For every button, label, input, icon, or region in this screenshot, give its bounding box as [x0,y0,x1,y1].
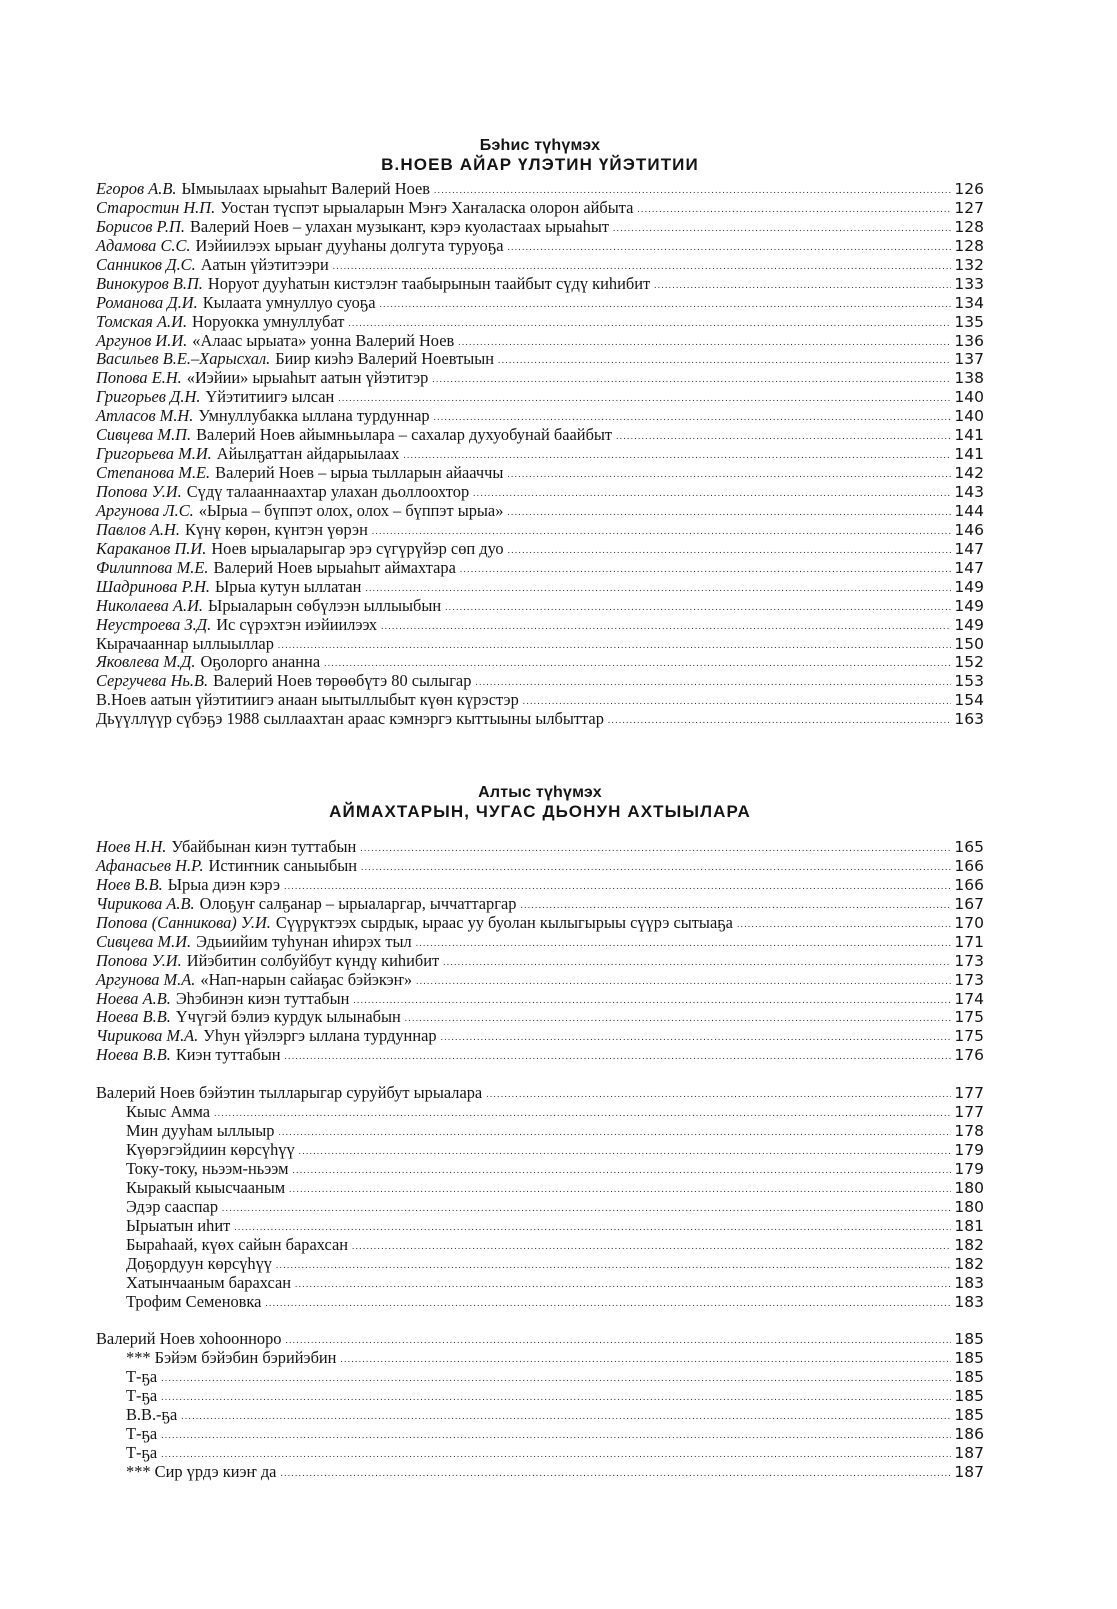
entry-title: Күнү көрөн, күнтэн үөрэн [184,519,368,539]
entry-page: 142 [954,464,984,483]
subentry-page: 179 [954,1141,984,1159]
toc-entry[interactable] [96,914,984,933]
toc-entry[interactable] [96,578,984,597]
dot-leader [416,934,951,953]
toc-entry[interactable] [96,483,984,502]
toc-subentry[interactable] [96,1425,984,1444]
dot-leader [360,839,951,858]
subentry-page: 181 [954,1216,984,1235]
entry-page: 134 [954,293,984,312]
entry-title: Уостан түспэт ырыаларын Мэҥэ Хаҥаласка олорон айбыта [220,197,634,217]
group-title: Валерий Ноев хоһооннoро [96,1329,282,1349]
toc-entry[interactable] [96,369,984,388]
entry-page: 138 [954,369,984,388]
subentry-page: 187 [954,1462,984,1481]
entry-author: Неустроева З.Д. [96,614,212,634]
toc-entry[interactable] [96,237,984,256]
entry-page: 154 [954,691,984,710]
dot-leader [637,200,951,219]
toc-subentry[interactable] [96,1255,984,1274]
toc-entry[interactable] [96,540,984,559]
subentry-title: Күөрэгэйдиин көрсүһүү [126,1140,295,1159]
subentry-page: 187 [954,1444,984,1462]
entry-title: Ырыа диэн кэрэ [167,874,281,894]
entry-page: 173 [954,970,984,989]
entry-page: 149 [954,615,984,634]
dot-leader [441,1028,951,1047]
dot-leader [299,1142,951,1161]
entry-title: Киэн туттабын [175,1045,281,1065]
entry-page: 176 [954,1046,984,1065]
spacer [96,1065,984,1084]
dot-leader [507,238,951,257]
toc-entry[interactable] [96,218,984,237]
subentry-page: 186 [954,1425,984,1444]
section-6-toc [96,838,984,1482]
entry-page: 144 [954,501,984,520]
toc-entry[interactable] [96,332,984,351]
toc-entry[interactable] [96,1046,984,1065]
dot-leader [285,1047,951,1066]
entry-page: 140 [954,407,984,426]
toc-entry[interactable] [96,256,984,275]
entry-page: 170 [954,913,984,932]
entry-author: Ноев Н.Н. [96,837,167,856]
dot-leader [214,1104,951,1123]
dot-leader [361,858,951,877]
subentry-page: 182 [954,1235,984,1254]
toc-subentry[interactable] [96,1274,984,1293]
entry-page: 146 [954,520,984,539]
toc-subentry[interactable] [96,1236,984,1255]
dot-leader [443,953,951,972]
entry-page: 126 [954,180,984,198]
toc-entry[interactable] [96,407,984,426]
entry-author: Атласов М.Н. [96,406,194,426]
toc-entry[interactable] [96,521,984,540]
dot-leader [352,1237,951,1256]
dot-leader [381,617,951,636]
group-page: 177 [954,1084,984,1103]
dot-leader [295,1275,951,1294]
subentry-title: Доҕордуун көрсүһүү [126,1253,273,1273]
subentry-page: 185 [954,1368,984,1387]
toc-subentry[interactable] [96,1160,984,1179]
dot-leader [333,257,951,276]
subentry-title: Ырыатын иһит [126,1215,231,1235]
entry-title: Үйэтитиигэ ылсан [205,387,335,407]
entry-title: «Иэйии» ырыаһыт аатын үйэтитэр [186,368,429,388]
toc-entry[interactable] [96,313,984,332]
toc-entry[interactable] [96,597,984,616]
entry-author: Ноева А.В. [96,988,171,1008]
entry-page: 175 [954,1008,984,1027]
dot-leader [613,219,951,238]
dot-leader [276,1256,951,1275]
subentry-page: 185 [954,1387,984,1406]
entry-author: Шадринова Р.Н. [96,576,210,596]
toc-entry[interactable] [96,426,984,445]
entry-title: Норуот дууһатын кистэлэҥ таабырынын таайбыт сүдү киһибит [207,273,651,293]
toc-subentry[interactable] [96,1293,984,1312]
entry-title: Иэйиилээх ырыаҥ дууһаны долгута туруоҕа [195,235,504,255]
toc-entry[interactable] [96,838,984,857]
entry-page: 140 [954,388,984,407]
toc-entry[interactable] [96,502,984,521]
section-5-subtitle: Бэһис түһүмэх [479,137,601,154]
toc-entry[interactable] [96,1027,984,1046]
toc-subentry[interactable] [96,1141,984,1160]
toc-group-songs[interactable] [96,1084,984,1103]
dot-leader [161,1369,951,1388]
entry-author: Караканов П.И. [96,538,207,558]
entry-author: Яковлева М.Д. [96,652,196,672]
entry-page: 165 [954,838,984,856]
subentry-title: Трофим Семеновка [126,1291,262,1311]
entry-title: «Нап-нарын сайаҕас бэйэкэҥ» [200,969,413,989]
subentry-title: Т-ҕа [126,1367,158,1387]
toc-entry[interactable] [96,990,984,1009]
dot-leader [737,915,951,934]
entry-title: «Ырыа – бүппэт олох, олох – бүппэт ырыа» [198,500,504,520]
subentry-title: Кыыс Амма [126,1102,211,1122]
dot-leader [434,181,951,200]
entry-title: В.Ноев аатын үйэтитиигэ анаан ыытыллыбыт күөн күрэстэр [96,690,519,710]
toc-entry[interactable] [96,294,984,313]
entry-title: Биир киэһэ Валерий Ноевтыын [275,349,495,369]
toc-subentry[interactable] [96,1406,984,1425]
entry-page: 132 [954,255,984,274]
entry-author: Сивцева М.И. [96,931,192,951]
dot-leader [365,579,951,598]
dot-leader [338,389,951,408]
entry-author: Попова У.И. [96,482,182,501]
entry-page: 137 [954,350,984,369]
toc-subentry[interactable] [96,1463,984,1482]
entry-author: Ноев В.В. [96,874,163,894]
subentry-page: 185 [954,1406,984,1425]
dot-leader [222,1199,951,1218]
subentry-page: 182 [954,1254,984,1273]
entry-page: 171 [954,932,984,951]
toc-entry[interactable] [96,933,984,952]
toc-entry[interactable] [96,635,984,654]
subentry-page: 183 [954,1292,984,1311]
dot-leader [416,972,951,991]
subentry-title: Т-ҕа [126,1386,158,1406]
toc-entry[interactable] [96,857,984,876]
entry-author: Аргунова М.А. [96,969,196,989]
dot-leader [498,351,951,370]
subentry-page: 177 [954,1103,984,1122]
entry-author: Васильев В.Е.–Харысхал. [96,349,271,369]
spacer [96,1311,984,1330]
entry-title: Норуокка умнуллубат [192,311,345,331]
entry-title: Олоҕуҥ салҕанар – ырыаларгар, ыччаттаргар [199,893,517,913]
entry-title: Валерий Ноев айымньылара – сахалар духуобунай баайбыт [196,425,613,445]
entry-page: 136 [954,331,984,350]
dot-leader [340,1350,951,1369]
entry-title: Ис сүрэхтэн иэйиилээх [216,614,378,634]
entry-title: Сүүрүктээх сырдык, ыраас уу буолан кылыгырыы сүүрэ сытыаҕа [275,912,733,932]
entry-page: 128 [954,236,984,255]
entry-page: 166 [954,875,984,894]
dot-leader [265,1294,951,1313]
toc-subentry[interactable] [96,1349,984,1368]
dot-leader [403,446,951,465]
dot-leader [458,333,951,352]
dot-leader [523,692,951,711]
toc-subentry[interactable] [96,1368,984,1387]
entry-page: 175 [954,1027,984,1046]
entry-author: Винокуров В.П. [96,273,203,293]
toc-entry[interactable] [96,691,984,710]
entry-author: Сивцева М.П. [96,425,192,445]
dot-leader [508,541,951,560]
dot-leader [348,314,951,333]
toc-subentry[interactable] [96,1179,984,1198]
dot-leader [285,1331,951,1350]
subentry-title: Хатынчааным барахсан [126,1272,292,1292]
entry-page: 141 [954,426,984,445]
subentry-title: Эдэр сааспар [126,1196,219,1216]
subentry-title: Т-ҕа [126,1443,158,1462]
entry-author: Томская А.И. [96,311,188,331]
entry-author: Григорьева М.И. [96,444,212,464]
dot-leader [278,636,951,655]
dot-leader [473,484,951,503]
entry-page: 150 [954,634,984,653]
dot-leader [161,1426,951,1445]
entry-title: Валерий Ноев – ырыа тылларын айааччы [215,463,504,483]
dot-leader [181,1407,951,1426]
entry-author: Попова У.И. [96,950,182,970]
entry-title: Умнуллубакка ыллана турдуннар [198,406,430,426]
dot-leader [324,654,951,673]
entry-title: Ымыылаах ырыаһыт Валерий Ноев [181,179,431,198]
toc-entry[interactable] [96,710,984,729]
entry-title: Үчүгэй бэлиэ курдук ылынабын [175,1007,401,1027]
entry-title: Ноев ырыаларыгар эрэ сүгүрүйэр сөп дуо [211,538,504,558]
entry-title: Дьүүллүүр сүбэҕэ 1988 сыллаахтан араас кэмнэргэ кыттыыны ылбыттар [96,709,604,729]
dot-leader [161,1388,951,1407]
toc-subentry[interactable] [96,1122,984,1141]
subentry-title: Быраһаай, күөх сайын барахсан [126,1234,348,1254]
dot-leader [280,1464,951,1483]
toc-entry[interactable] [96,180,984,199]
toc-entry[interactable] [96,971,984,990]
entry-page: 133 [954,274,984,293]
toc-entry[interactable] [96,952,984,971]
entry-title: Истиҥник саныыбын [208,855,358,875]
entry-title: Аатын үйэтитээри [200,254,329,274]
subentry-page: 185 [954,1349,984,1368]
subentry-title: *** Сир үрдэ киэҥ да [126,1461,277,1481]
dot-leader [161,1445,951,1464]
section-5-title: В.НОЕВ АЙАР ҮЛЭТИН ҮЙЭТИТИИ [381,155,699,174]
dot-leader [654,276,951,295]
entry-title: «Алаас ырыата» уонна Валерий Ноев [192,330,455,350]
toc-entry[interactable] [96,350,984,369]
entry-author: Чирикова М.А. [96,1026,199,1046]
entry-page: 147 [954,558,984,577]
subentry-page: 178 [954,1122,984,1141]
toc-entry[interactable] [96,1008,984,1027]
entry-author: Егоров А.В. [96,179,177,198]
dot-leader [520,896,951,915]
toc-subentry[interactable] [96,1217,984,1236]
dot-leader [608,711,951,730]
toc-subentry[interactable] [96,1444,984,1463]
subentry-page: 183 [954,1273,984,1292]
entry-author: Ноева В.В. [96,1045,171,1065]
toc-subentry[interactable] [96,1387,984,1406]
dot-leader [405,1009,951,1028]
entry-page: 141 [954,445,984,464]
subentry-title: Т-ҕа [126,1424,158,1444]
toc-entry[interactable] [96,388,984,407]
entry-page: 163 [954,710,984,729]
entry-page: 135 [954,312,984,331]
entry-page: 166 [954,856,984,875]
entry-author: Николаева А.И. [96,595,204,615]
entry-title: Ийэбитин солбуйбут күндү киһибит [186,950,440,970]
subentry-title: *** Бэйэм бэйэбин бэрийэбин [126,1348,337,1368]
entry-title: Валерий Ноев төрөөбүтэ 80 сылыгар [213,671,472,691]
entry-title: Ырыа кутун ыллатан [215,576,362,596]
subentry-page: 180 [954,1178,984,1197]
entry-author: Сергучева Нь.В. [96,671,209,691]
subentry-page: 179 [954,1159,984,1178]
subentry-page: 180 [954,1197,984,1216]
toc-entry[interactable] [96,653,984,672]
dot-leader [234,1218,951,1237]
entry-author: Ноева В.В. [96,1007,171,1027]
entry-title: Убайбынан киэн туттабын [171,837,357,856]
group-page: 185 [954,1330,984,1349]
entry-author: Филиппова М.Е. [96,557,209,577]
dot-leader [507,465,951,484]
entry-author: Чирикова А.В. [96,893,195,913]
subentry-title: В.В.-ҕа [126,1405,178,1425]
entry-title: Валерий Ноев ырыаһыт аймахтара [213,557,456,577]
entry-title: Оҕолорго ананна [200,652,321,672]
entry-title: Эдьиийим туһунан иһирэх тыл [196,931,412,951]
section-6-heading [96,783,984,821]
toc-entry[interactable] [96,464,984,483]
toc-entry[interactable] [96,672,984,691]
entry-title: Уһун үйэлэргэ ыллана турдуннар [203,1026,437,1046]
toc-group-poems[interactable] [96,1330,984,1349]
entry-author: Адамова С.С. [96,235,191,255]
entry-page: 173 [954,951,984,970]
section-6-subtitle: Алтыс түһүмэх [478,784,602,801]
entry-title: Кылаата умнуллуо суоҕа [202,292,376,312]
toc-subentry[interactable] [96,1198,984,1217]
toc-entry[interactable] [96,895,984,914]
entry-page: 167 [954,894,984,913]
toc-entry[interactable] [96,275,984,294]
subentry-title: Мин дууһам ыллыыр [126,1121,275,1141]
toc-entry[interactable] [96,199,984,218]
dot-leader [293,1161,951,1180]
entry-page: 149 [954,596,984,615]
group-title: Валерий Ноев бэйэтин тылларыгар суруйбут ырыалара [96,1083,483,1103]
entry-page: 149 [954,577,984,596]
entry-author: Старостин Н.П. [96,197,216,217]
toc-entry[interactable] [96,616,984,635]
dot-leader [616,427,951,446]
dot-leader [353,991,951,1010]
entry-page: 152 [954,653,984,672]
toc-entry[interactable] [96,559,984,578]
entry-title: Айылҕаттан айдарыылаах [216,444,400,464]
dot-leader [278,1123,951,1142]
entry-page: 174 [954,989,984,1008]
section-6-title: АЙМАХТАРЫН, ЧУГАС ДЬОНУН АХТЫЫЛАРА [329,802,751,821]
section-5-heading [96,136,984,174]
entry-title: Валерий Ноев – улахан музыкант, кэрэ куоластаах ырыаһыт [189,216,610,236]
entry-author: Попова (Санникова) У.И. [96,912,271,932]
dot-leader [445,598,951,617]
entry-author: Санников Д.С. [96,254,196,274]
dot-leader [380,295,951,314]
dot-leader [507,503,951,522]
dot-leader [486,1085,951,1104]
entry-author: Аргунова Л.С. [96,500,194,520]
dot-leader [372,522,951,541]
entry-page: 147 [954,539,984,558]
entry-author: Борисов Р.П. [96,216,185,236]
entry-author: Павлов А.Н. [96,519,180,539]
entry-title: Кырачааннар ыллыыллар [96,633,274,653]
toc-entry[interactable] [96,876,984,895]
entry-author: Афанасьев Н.Р. [96,855,204,875]
entry-page: 128 [954,217,984,236]
entry-title: Сүдү талааннаахтар улахан дьоллоохтор [186,482,470,501]
toc-subentry[interactable] [96,1103,984,1122]
entry-author: Григорьев Д.Н. [96,387,201,407]
dot-leader [432,370,951,389]
entry-title: Эһэбинэн киэн туттабын [175,988,350,1008]
entry-author: Романова Д.И. [96,292,198,312]
subentry-title: Току-току, ньээм-ньээм [126,1158,289,1178]
dot-leader [289,1180,951,1199]
toc-entry[interactable] [96,445,984,464]
entry-author: Попова Е.Н. [96,368,182,388]
dot-leader [284,877,951,896]
entry-author: Степанова М.Е. [96,463,211,483]
entry-title: Ырыаларын сөбүлээн ыллыыбын [208,595,442,615]
section-5-toc [96,180,984,729]
dot-leader [460,560,951,579]
entry-page: 143 [954,483,984,501]
subentry-title: Кыракый кыысчааным [126,1177,286,1197]
entry-page: 127 [954,198,984,217]
dot-leader [434,408,951,427]
dot-leader [475,673,951,692]
entry-author: Аргунов И.И. [96,330,188,350]
entry-page: 153 [954,672,984,691]
